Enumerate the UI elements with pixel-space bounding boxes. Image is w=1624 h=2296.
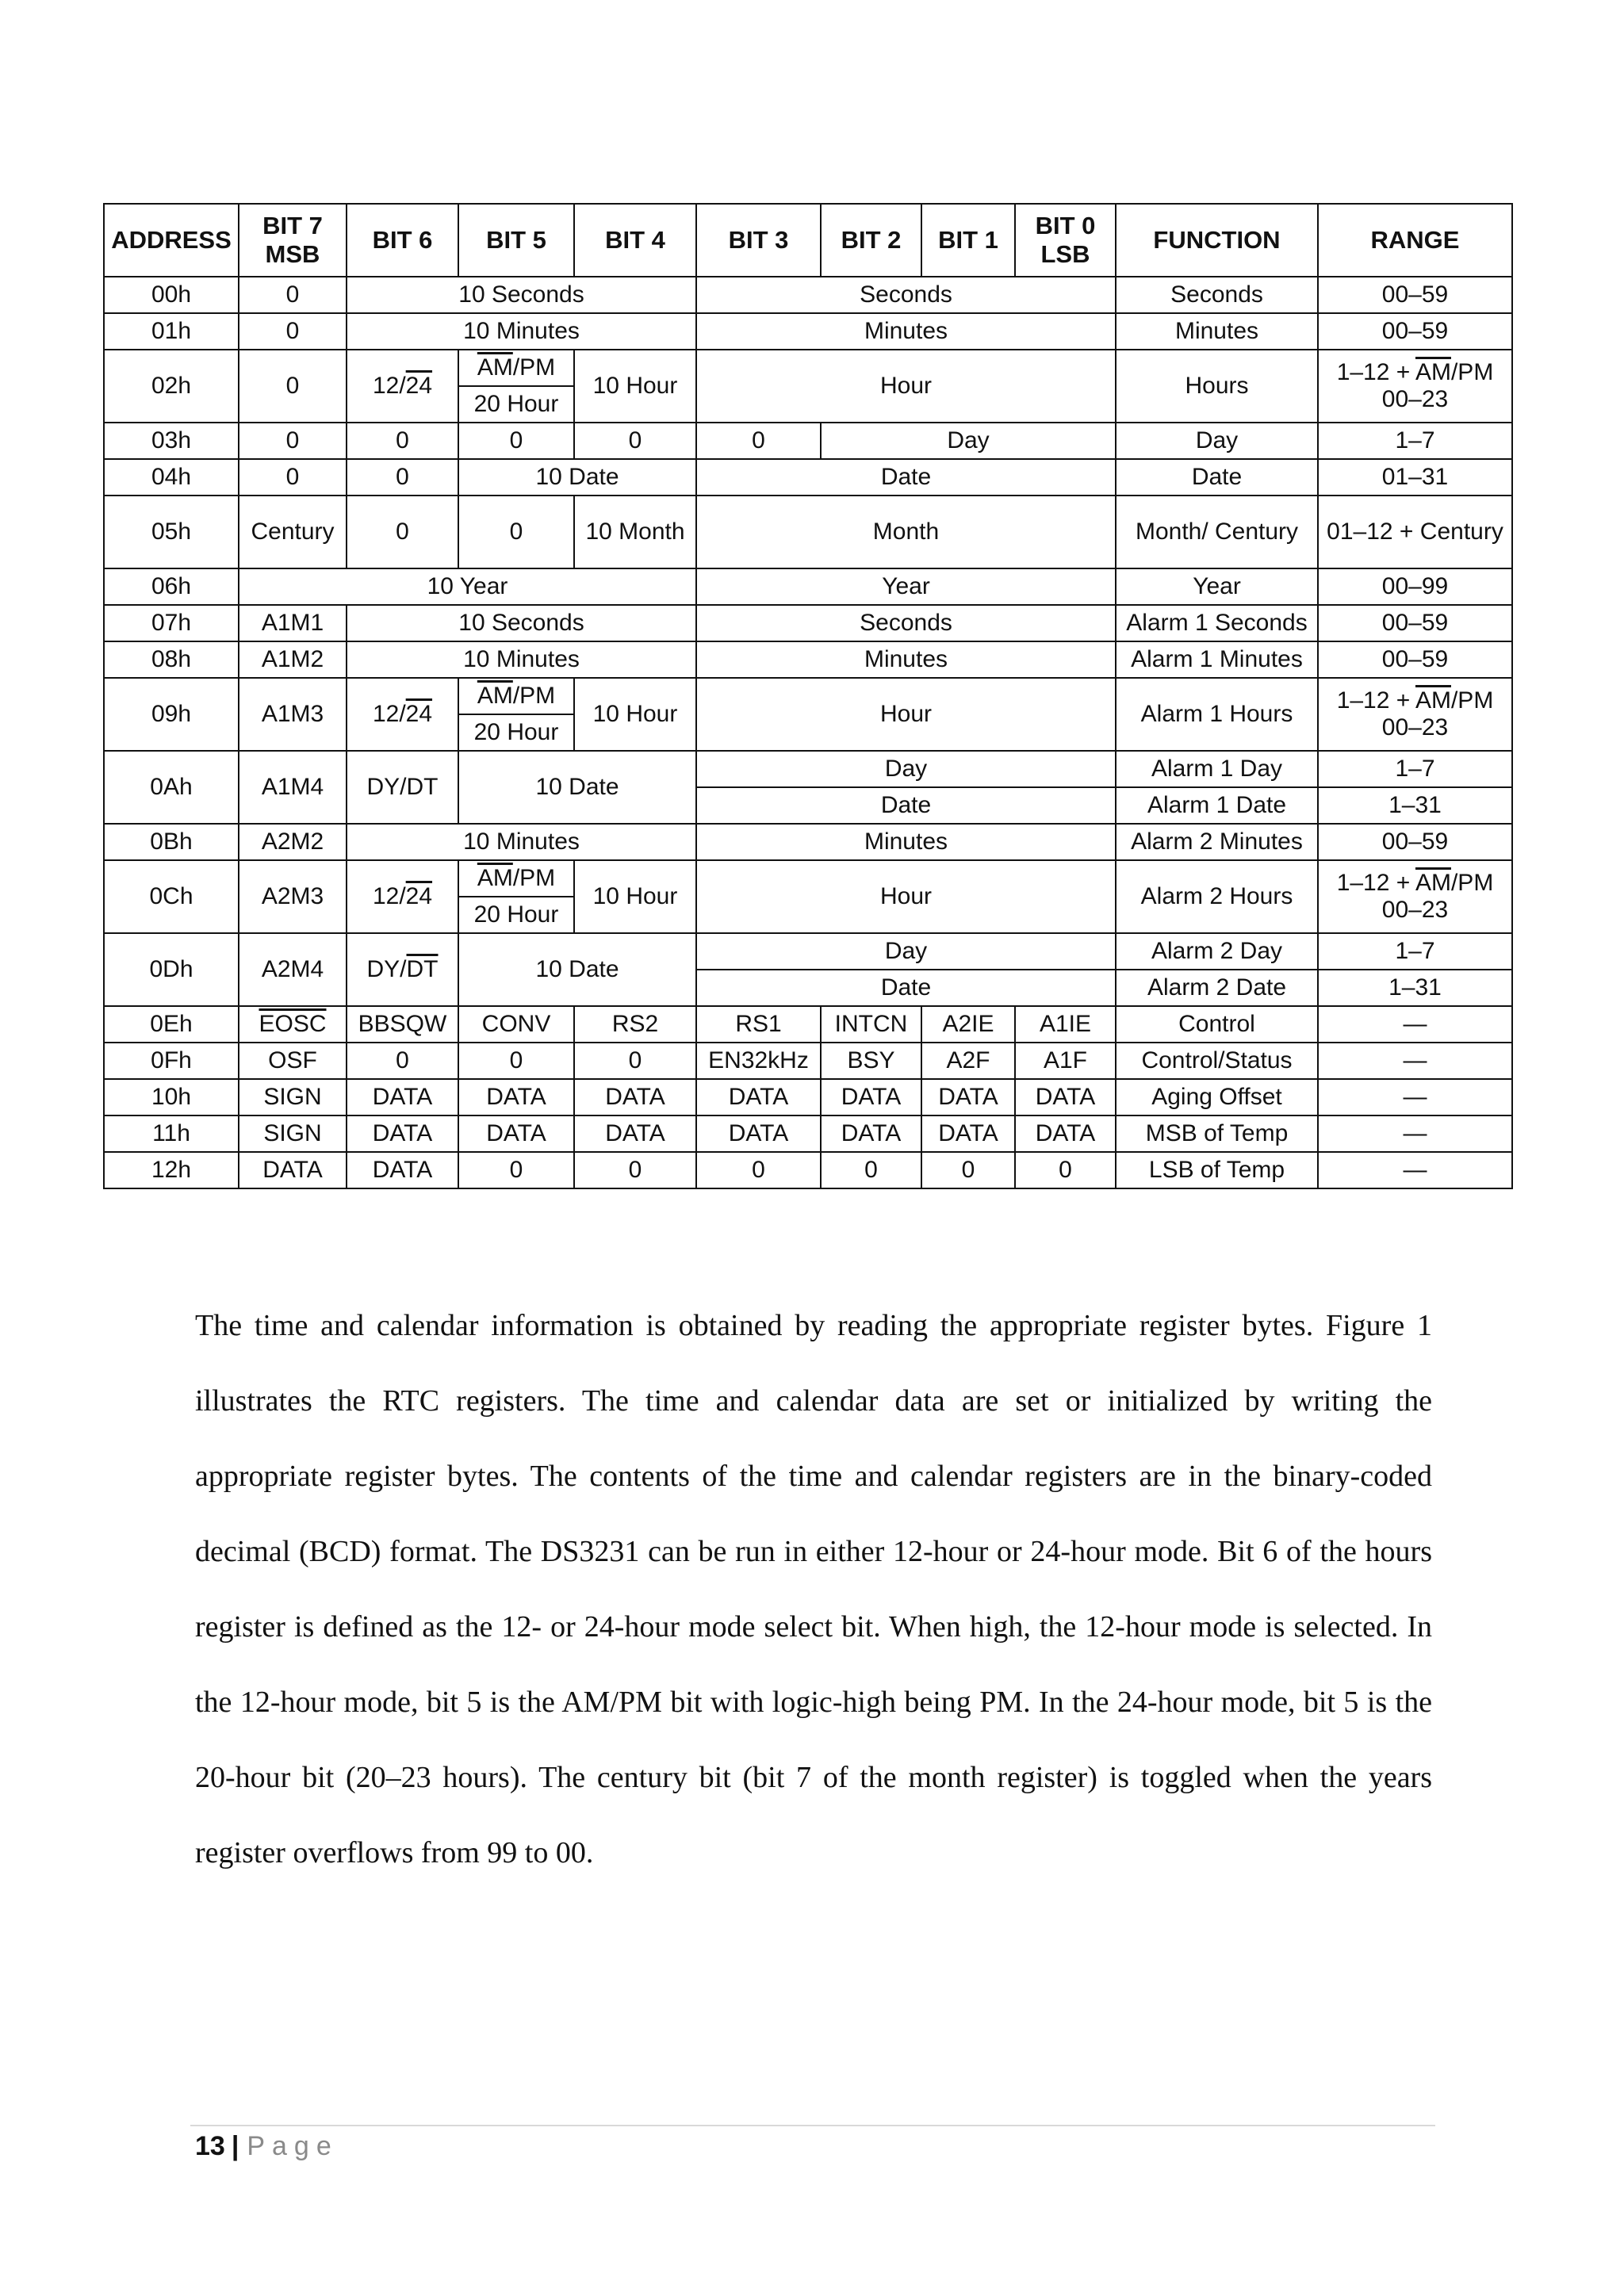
- cell-function: Day: [1116, 423, 1318, 459]
- cell-range: 1–7: [1318, 423, 1512, 459]
- cell-units: Date: [696, 459, 1116, 496]
- cell-range-date: 1–31: [1318, 787, 1512, 824]
- cell-bit6: 0: [347, 423, 458, 459]
- cell-units: Day: [821, 423, 1116, 459]
- cell-bit6: BBSQW: [347, 1006, 458, 1043]
- cell-bit0: A1IE: [1015, 1006, 1116, 1043]
- cell-function: Date: [1116, 459, 1318, 496]
- cell-range-day: 1–7: [1318, 751, 1512, 787]
- cell-bit5: 0: [458, 1152, 574, 1188]
- cell-bit2: INTCN: [821, 1006, 921, 1043]
- cell-units: Month: [696, 496, 1116, 568]
- cell-bit5: DATA: [458, 1115, 574, 1152]
- table-row: [104, 1006, 1512, 1043]
- cell-address: 11h: [104, 1115, 239, 1152]
- cell-address: 0Bh: [104, 824, 239, 860]
- cell-bit7: A1M2: [239, 641, 347, 678]
- cell-address: 03h: [104, 423, 239, 459]
- cell-bit4: 10 Month: [574, 496, 696, 568]
- cell-bit6: [347, 860, 458, 933]
- header-bit0-label: BIT 0: [1035, 212, 1096, 240]
- cell-ampm-overline: $\overline{AM}$: [477, 682, 513, 709]
- cell-range: 00–59: [1318, 824, 1512, 860]
- cell-range: 01–12 + Century: [1318, 496, 1512, 568]
- cell-bit6: 0: [347, 1043, 458, 1079]
- table-row: [104, 496, 1512, 568]
- cell-function: Alarm 1 Hours: [1116, 678, 1318, 751]
- table-row: [104, 423, 1512, 459]
- cell-bit0: DATA: [1015, 1115, 1116, 1152]
- cell-address: 12h: [104, 1152, 239, 1188]
- cell-address: 07h: [104, 605, 239, 641]
- cell-bit7: 0: [239, 459, 347, 496]
- cell-bit3: DATA: [696, 1115, 821, 1152]
- cell-bit3: 0: [696, 423, 821, 459]
- cell-range: [1318, 350, 1512, 423]
- cell-bit3: EN32kHz: [696, 1043, 821, 1079]
- cell-bit2: DATA: [821, 1079, 921, 1115]
- cell-tens: 10 Date: [458, 933, 696, 1006]
- cell-address: 10h: [104, 1079, 239, 1115]
- cell-address: 06h: [104, 568, 239, 605]
- cell-tens: 10 Year: [239, 568, 696, 605]
- cell-bit7: 0: [239, 350, 347, 423]
- table-row: [104, 1043, 1512, 1079]
- cell-bit6-overline: 24: [405, 372, 433, 399]
- cell-range: 00–59: [1318, 641, 1512, 678]
- cell-range: 00–59: [1318, 277, 1512, 313]
- table-row: [104, 313, 1512, 350]
- cell-units-date: Date: [696, 970, 1116, 1006]
- cell-10-hour: 10 Hour: [574, 678, 696, 751]
- body-paragraph: The time and calendar information is obtained by reading the appropriate register bytes. Figure 1 illustrates the RTC registers. The time and calendar data are set or initialized by writing the appropriate register bytes. The contents of the time and calendar registers are in the binary-coded decimal (BCD) format. The DS3231 can be run in either 12-hour or 24-hour mode. Bit 6 of the hours register is defined as the 12- or 24-hour mode select bit. When high, the 12-hour mode is selected. In the 12-hour mode, bit 5 is the AM/PM bit with logic-high being PM. In the 24-hour mode, bit 5 is the 20-hour bit (20–23 hours). The century bit (bit 7 of the month register) is toggled when the years register overflows from 99 to 00.: [195, 1309, 1432, 1869]
- cell-bit4: 0: [574, 1152, 696, 1188]
- cell-bit6-text: 12/: [372, 882, 406, 909]
- cell-address: 00h: [104, 277, 239, 313]
- cell-20-hour: 20 Hour: [458, 386, 574, 423]
- cell-function: Seconds: [1116, 277, 1318, 313]
- cell-units: Minutes: [696, 641, 1116, 678]
- cell-bit3: RS1: [696, 1006, 821, 1043]
- table-row: [104, 860, 1512, 897]
- cell-units-day: Day: [696, 933, 1116, 970]
- cell-10-hour: 10 Hour: [574, 860, 696, 933]
- table-row: [104, 350, 1512, 386]
- cell-function: Control: [1116, 1006, 1318, 1043]
- header-bit7-sub: MSB: [265, 240, 320, 268]
- cell-bit7: DATA: [239, 1152, 347, 1188]
- cell-range-line2: 00–23: [1381, 714, 1449, 740]
- cell-range-overline: $\overline{AM}$: [1415, 869, 1451, 896]
- cell-range-pre: 1–12 +: [1336, 358, 1415, 385]
- cell-range-date: 1–31: [1318, 970, 1512, 1006]
- cell-address: 05h: [104, 496, 239, 568]
- header-bit0-sub: LSB: [1040, 240, 1090, 268]
- page-number: 13: [195, 2131, 225, 2161]
- cell-range: —: [1318, 1115, 1512, 1152]
- cell-units-day: Day: [696, 751, 1116, 787]
- cell-bit3: 0: [696, 1152, 821, 1188]
- cell-function: Hours: [1116, 350, 1318, 423]
- cell-address: 08h: [104, 641, 239, 678]
- cell-bit5: 0: [458, 423, 574, 459]
- cell-bit7: A1M1: [239, 605, 347, 641]
- cell-bit4: RS2: [574, 1006, 696, 1043]
- cell-bit1: DATA: [921, 1115, 1015, 1152]
- table-row: [104, 678, 1512, 714]
- cell-bit4: 0: [574, 423, 696, 459]
- rtc-register-table: [103, 203, 1513, 1189]
- cell-bit7: 0: [239, 313, 347, 350]
- cell-bit6: 0: [347, 459, 458, 496]
- cell-tens: 10 Minutes: [347, 641, 696, 678]
- cell-tens: 10 Minutes: [347, 313, 696, 350]
- cell-bit7-overline: EOSC: [259, 1010, 327, 1037]
- cell-units: Seconds: [696, 605, 1116, 641]
- cell-bit6: DATA: [347, 1079, 458, 1115]
- cell-range: —: [1318, 1079, 1512, 1115]
- cell-bit4: DATA: [574, 1115, 696, 1152]
- cell-10-hour: 10 Hour: [574, 350, 696, 423]
- header-bit2: BIT 2: [821, 204, 921, 277]
- cell-tens: 10 Seconds: [347, 605, 696, 641]
- cell-function: Alarm 2 Hours: [1116, 860, 1318, 933]
- cell-range: 00–59: [1318, 605, 1512, 641]
- cell-address: 02h: [104, 350, 239, 423]
- header-range: RANGE: [1318, 204, 1512, 277]
- cell-function: Alarm 1 Minutes: [1116, 641, 1318, 678]
- header-bit7: [239, 204, 347, 277]
- cell-bit6: DY/DT: [347, 751, 458, 824]
- cell-function: Minutes: [1116, 313, 1318, 350]
- cell-function: Year: [1116, 568, 1318, 605]
- cell-ampm-text: /PM: [512, 682, 556, 709]
- cell-bit2: BSY: [821, 1043, 921, 1079]
- cell-bit6-text: DY/: [366, 955, 407, 982]
- cell-ampm-text: /PM: [512, 864, 556, 891]
- table-row: [104, 824, 1512, 860]
- header-bit3: BIT 3: [696, 204, 821, 277]
- cell-function: Control/Status: [1116, 1043, 1318, 1079]
- cell-range-line2: 00–23: [1381, 386, 1449, 412]
- cell-bit5: 0: [458, 1043, 574, 1079]
- cell-bit0: A1F: [1015, 1043, 1116, 1079]
- cell-bit5: CONV: [458, 1006, 574, 1043]
- table-header-row: [104, 204, 1512, 277]
- cell-bit7: SIGN: [239, 1115, 347, 1152]
- cell-function-date: Alarm 2 Date: [1116, 970, 1318, 1006]
- cell-bit3: DATA: [696, 1079, 821, 1115]
- table-row: [104, 459, 1512, 496]
- cell-bit6-overline: 24: [405, 700, 433, 727]
- cell-ampm: [458, 860, 574, 897]
- cell-bit6-overline: 24: [405, 882, 433, 909]
- cell-address: 09h: [104, 678, 239, 751]
- cell-bit7: A1M3: [239, 678, 347, 751]
- cell-units: Hour: [696, 678, 1116, 751]
- cell-units: Hour: [696, 860, 1116, 933]
- cell-range-post: /PM: [1450, 869, 1494, 896]
- cell-bit1: A2IE: [921, 1006, 1015, 1043]
- cell-bit6: [347, 933, 458, 1006]
- footer-separator: |: [231, 2131, 239, 2161]
- cell-bit0: 0: [1015, 1152, 1116, 1188]
- cell-address: 01h: [104, 313, 239, 350]
- cell-range-overline: $\overline{AM}$: [1415, 358, 1451, 385]
- header-address: ADDRESS: [104, 204, 239, 277]
- cell-bit5: DATA: [458, 1079, 574, 1115]
- cell-units: Minutes: [696, 313, 1116, 350]
- cell-bit6-overline: $\overline{DT}$: [406, 955, 439, 982]
- cell-range-post: /PM: [1450, 687, 1494, 714]
- cell-bit6: 0: [347, 496, 458, 568]
- table-row: [104, 1115, 1512, 1152]
- header-bit0: [1015, 204, 1116, 277]
- cell-range: 00–99: [1318, 568, 1512, 605]
- cell-bit1: A2F: [921, 1043, 1015, 1079]
- cell-bit4: DATA: [574, 1079, 696, 1115]
- cell-tens: 10 Date: [458, 751, 696, 824]
- cell-bit5: 0: [458, 496, 574, 568]
- cell-bit7: 0: [239, 277, 347, 313]
- cell-address: 04h: [104, 459, 239, 496]
- cell-bit4: 0: [574, 1043, 696, 1079]
- cell-function-day: Alarm 2 Day: [1116, 933, 1318, 970]
- cell-address: 0Eh: [104, 1006, 239, 1043]
- table-row: [104, 751, 1512, 787]
- header-bit5: BIT 5: [458, 204, 574, 277]
- cell-ampm-text: /PM: [512, 354, 556, 381]
- cell-bit6: DATA: [347, 1115, 458, 1152]
- cell-function: MSB of Temp: [1116, 1115, 1318, 1152]
- cell-bit2: 0: [821, 1152, 921, 1188]
- cell-bit7: A1M4: [239, 751, 347, 824]
- cell-20-hour: 20 Hour: [458, 897, 574, 933]
- cell-ampm: [458, 678, 574, 714]
- footer-divider: [190, 2125, 1435, 2126]
- cell-bit6: [347, 350, 458, 423]
- cell-bit7: A2M2: [239, 824, 347, 860]
- cell-bit6-text: 12/: [372, 372, 406, 399]
- cell-address: 0Ah: [104, 751, 239, 824]
- header-bit7-label: BIT 7: [262, 212, 323, 240]
- cell-range-pre: 1–12 +: [1336, 869, 1415, 896]
- cell-tens: 10 Date: [458, 459, 696, 496]
- cell-function: Month/ Century: [1116, 496, 1318, 568]
- cell-bit7: A2M3: [239, 860, 347, 933]
- cell-bit7: Century: [239, 496, 347, 568]
- cell-function: Aging Offset: [1116, 1079, 1318, 1115]
- cell-range: —: [1318, 1006, 1512, 1043]
- cell-range: [1318, 678, 1512, 751]
- cell-units: Seconds: [696, 277, 1116, 313]
- table-row: [104, 933, 1512, 970]
- cell-tens: 10 Minutes: [347, 824, 696, 860]
- table-row: [104, 641, 1512, 678]
- cell-function: Alarm 2 Minutes: [1116, 824, 1318, 860]
- cell-range-day: 1–7: [1318, 933, 1512, 970]
- cell-ampm-overline: $\overline{AM}$: [477, 354, 513, 381]
- cell-range: [1318, 860, 1512, 933]
- cell-range: 01–31: [1318, 459, 1512, 496]
- cell-bit7: [239, 1006, 347, 1043]
- header-bit6: BIT 6: [347, 204, 458, 277]
- table-row: [104, 1152, 1512, 1188]
- cell-function-day: Alarm 1 Day: [1116, 751, 1318, 787]
- table-row: [104, 568, 1512, 605]
- table-row: [104, 605, 1512, 641]
- cell-bit1: 0: [921, 1152, 1015, 1188]
- cell-bit6: [347, 678, 458, 751]
- cell-range: —: [1318, 1152, 1512, 1188]
- cell-bit2: DATA: [821, 1115, 921, 1152]
- cell-address: 0Ch: [104, 860, 239, 933]
- cell-units: Hour: [696, 350, 1116, 423]
- cell-bit6-text: 12/: [372, 700, 406, 727]
- header-bit4: BIT 4: [574, 204, 696, 277]
- cell-range-post: /PM: [1450, 358, 1494, 385]
- page-footer: [195, 2131, 339, 2162]
- page-label: Page: [247, 2131, 339, 2161]
- cell-range: —: [1318, 1043, 1512, 1079]
- cell-range-pre: 1–12 +: [1336, 687, 1415, 714]
- cell-ampm-overline: $\overline{AM}$: [477, 864, 513, 891]
- cell-tens: 10 Seconds: [347, 277, 696, 313]
- cell-bit6: DATA: [347, 1152, 458, 1188]
- table-row: [104, 277, 1512, 313]
- cell-bit0: DATA: [1015, 1079, 1116, 1115]
- cell-bit7: A2M4: [239, 933, 347, 1006]
- cell-units: Minutes: [696, 824, 1116, 860]
- cell-range: 00–59: [1318, 313, 1512, 350]
- cell-function-date: Alarm 1 Date: [1116, 787, 1318, 824]
- cell-ampm: [458, 350, 574, 386]
- cell-function: LSB of Temp: [1116, 1152, 1318, 1188]
- cell-range-line2: 00–23: [1381, 897, 1449, 923]
- cell-function: Alarm 1 Seconds: [1116, 605, 1318, 641]
- cell-units-date: Date: [696, 787, 1116, 824]
- table-row: [104, 1079, 1512, 1115]
- cell-20-hour: 20 Hour: [458, 714, 574, 751]
- cell-units: Year: [696, 568, 1116, 605]
- cell-address: 0Fh: [104, 1043, 239, 1079]
- header-function: FUNCTION: [1116, 204, 1318, 277]
- cell-bit1: DATA: [921, 1079, 1015, 1115]
- cell-address: 0Dh: [104, 933, 239, 1006]
- cell-bit7: 0: [239, 423, 347, 459]
- cell-range-overline: $\overline{AM}$: [1415, 687, 1451, 714]
- cell-bit7: SIGN: [239, 1079, 347, 1115]
- cell-bit7: OSF: [239, 1043, 347, 1079]
- header-bit1: BIT 1: [921, 204, 1015, 277]
